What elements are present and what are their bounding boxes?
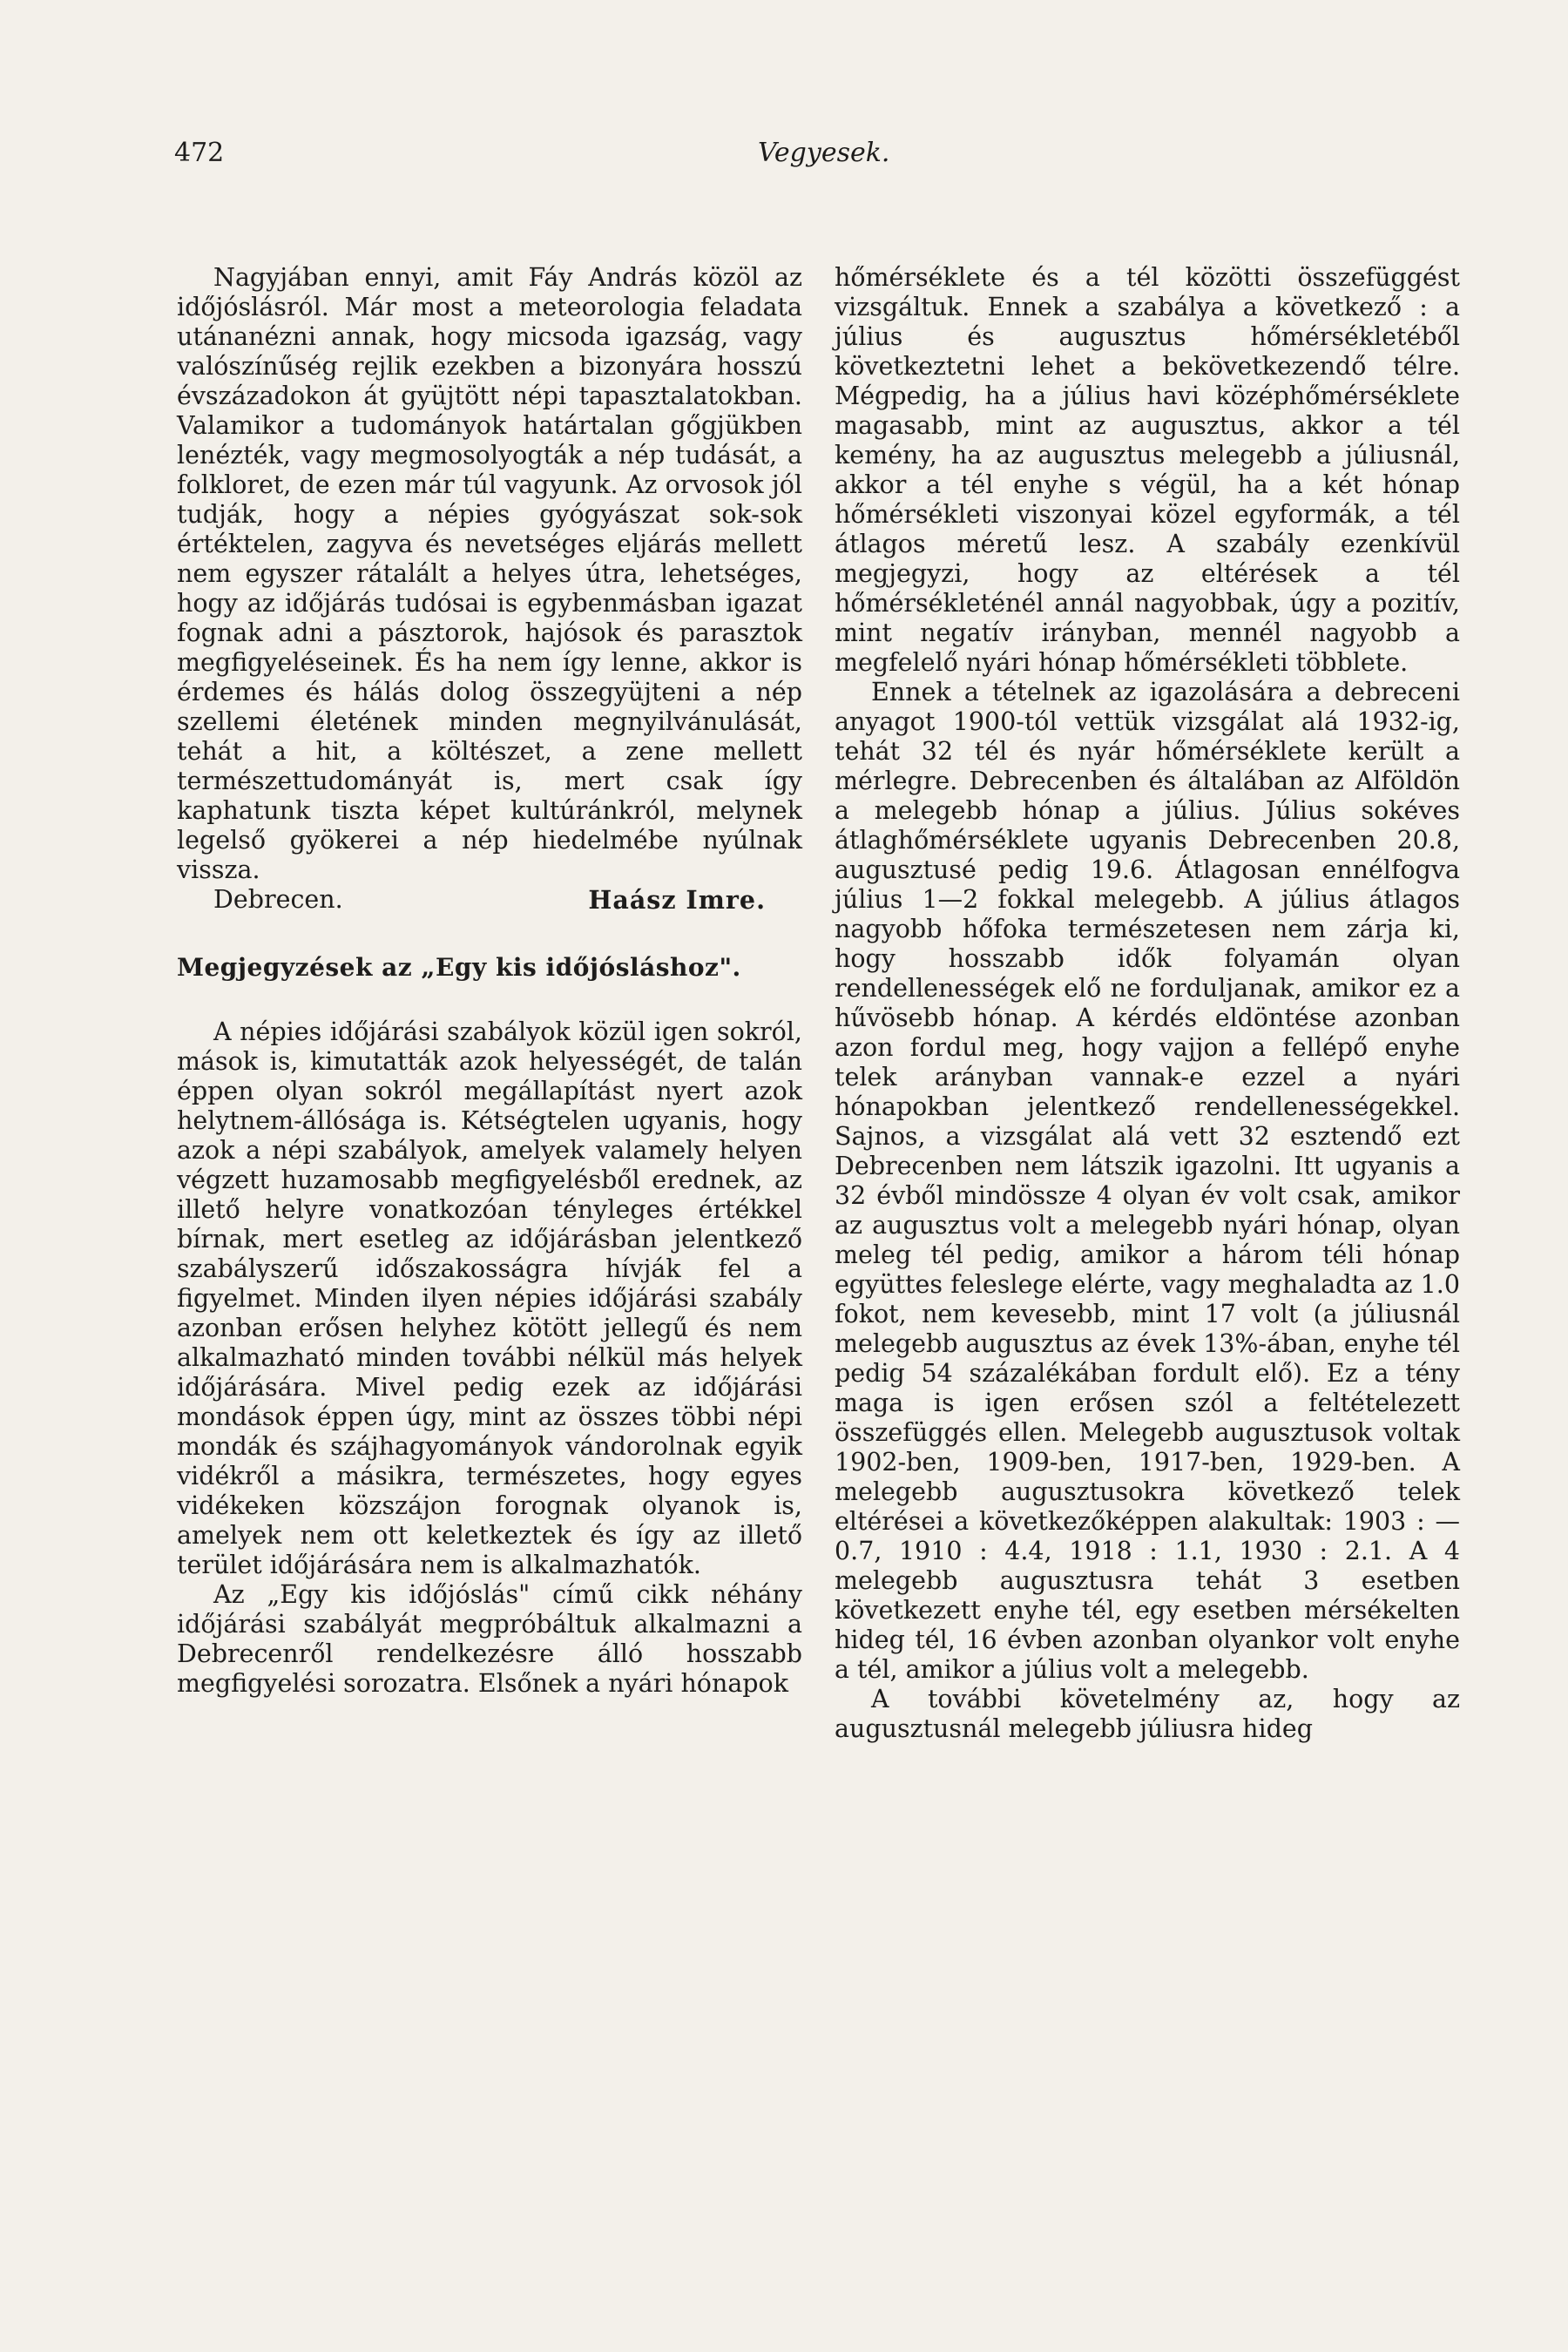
page-number: 472 (174, 138, 225, 168)
left-paragraph-2: A népies időjárási szabályok közül igen sokról, mások is, kimutatták azok helyességét, de talán éppen olyan sokról megállapítást nyert azok helytnem-állósága is. Kétségtelen ugyanis, hogy azok a népi szabályok, amelyek valamely helyen végzett huzamosabb megfigyelésből erednek, az illető helyre vonatkozóan tényleges értékkel bírnak, mert esetleg az időjárásban jelentkező szabályszerű időszakosságra hívják fel a figyelmet. Minden ilyen népies időjárási szabály azonban erősen helyhez kötött jellegű és nem alkalmazható minden további nélkül más helyek időjárására. Mivel pedig ezek az időjárási mondások éppen úgy, mint az összes többi népi mondák és szájhagyományok vándorolnak egyik vidékről a másikra, természetes, hogy egyes vidékeken közszájon forognak olyanok is, amelyek nem ott keletkeztek és így az illető terület időjárására nem is alkalmazhatók. (177, 1017, 802, 1579)
right-column (835, 263, 1460, 1744)
running-head: Vegyesek. (758, 138, 890, 168)
signature-place: Debrecen. (213, 885, 343, 914)
right-paragraph-1: hőmérséklete és a tél közötti összefüggést vizsgáltuk. Ennek a szabálya a következő : a július és augusztus hőmérsékletéből következtetni lehet a bekövetkezendő télre. Mégpedig, ha a július havi középhőmérséklete magasabb, mint az augusztus, akkor a tél kemény, ha az augusztus melegebb a júliusnál, akkor a tél enyhe s végül, ha a két hónap hőmérsékleti viszonyai közel egyformák, a tél átlagos méretű lesz. A szabály ezenkívül megjegyzi, hogy az eltérések a tél hőmérsékleténél annál nagyobbak, úgy a pozitív, mint negatív irányban, mennél nagyobb a megfelelő nyári hónap hőmérsékleti többlete. (835, 263, 1460, 677)
left-column (177, 263, 802, 1699)
right-paragraph-3: A további követelmény az, hogy az augusztusnál melegebb júliusra hideg (835, 1685, 1460, 1743)
section-title: Megjegyzések az „Egy kis időjósláshoz". (177, 953, 741, 982)
left-paragraph-3: Az „Egy kis időjóslás" című cikk néhány időjárási szabályát megpróbáltuk alkalmazni a Debrecenről rendelkezésre álló hosszabb megfigyelési sorozatra. Elsőnek a nyári hónapok (177, 1580, 802, 1698)
signature-author: Haász Imre. (588, 885, 766, 915)
page-header (0, 138, 1568, 176)
left-paragraph-1: Nagyjában ennyi, amit Fáy András közöl az időjóslásról. Már most a meteorologia feladata utánanézni annak, hogy micsoda igazság, vagy valószínűség rejlik ezekben a bizonyára hosszú évszázadokon át gyüjtött népi tapasztalatokban. Valamikor a tudományok határtalan gőgjükben lenézték, vagy megmosolyogták a nép tudását, a folkloret, de ezen már túl vagyunk. Az orvosok jól tudják, hogy a népies gyógyászat sok-sok értéktelen, zagyva és nevetséges eljárás mellett nem egyszer rátalált a helyes útra, lehetséges, hogy az időjárás tudósai is egybenmásban igazat fognak adni a pásztorok, hajósok és parasztok megfigyeléseinek. És ha nem így lenne, akkor is érdemes és hálás dolog összegyüjteni a nép szellemi életének minden megnyilvánulását, tehát a hit, a költészet, a zene mellett természettudományát is, mert csak így kaphatunk tiszta képet kultúránkról, melynek legelső gyökerei a nép hiedelmébe nyúlnak vissza. (177, 263, 802, 884)
signature-line (177, 885, 802, 915)
right-paragraph-2: Ennek a tételnek az igazolására a debreceni anyagot 1900-tól vettük vizsgálat alá 1932-ig, tehát 32 tél és nyár hőmérséklete került a mérlegre. Debrecenben és általában az Alföldön a melegebb hónap a július. Július sokéves átlaghőmérséklete ugyanis Debrecenben 20.8, augusztusé pedig 19.6. Átlagosan ennélfogva július 1—2 fokkal melegebb. A július átlagos nagyobb hőfoka természetesen nem zárja ki, hogy hosszabb idők folyamán olyan rendellenességek elő ne forduljanak, amikor ez a hűvösebb hónap. A kérdés eldöntése azonban azon fordul meg, hogy vajjon a fellépő enyhe telek arányban vannak-e ezzel a nyári hónapokban jelentkező rendellenességekkel. Sajnos, a vizsgálat alá vett 32 esztendő ezt Debrecenben nem látszik igazolni. Itt ugyanis a 32 évből mindössze 4 olyan év volt csak, amikor az augusztus volt a melegebb nyári hónap, olyan meleg tél pedig, amikor a három téli hónap együttes feleslege elérte, vagy meghaladta az 1.0 fokot, nem kevesebb, mint 17 volt (a júliusnál melegebb augusztus az évek 13%-ában, enyhe tél pedig 54 százalékában fordult elő). Ez a tény maga is igen erősen szól a feltételezett összefüggés ellen. Melegebb augusztusok voltak 1902-ben, 1909-ben, 1917-ben, 1929-ben. A melegebb augusztusokra következő telek eltérései a következőképpen alakultak: 1903 : —0.7, 1910 : 4.4, 1918 : 1.1, 1930 : 2.1. A 4 melegebb augusztusra tehát 3 esetben következett enyhe tél, egy esetben mérsékelten hideg tél, 16 évben azonban olyankor volt enyhe a tél, amikor a július volt a melegebb. (835, 678, 1460, 1684)
